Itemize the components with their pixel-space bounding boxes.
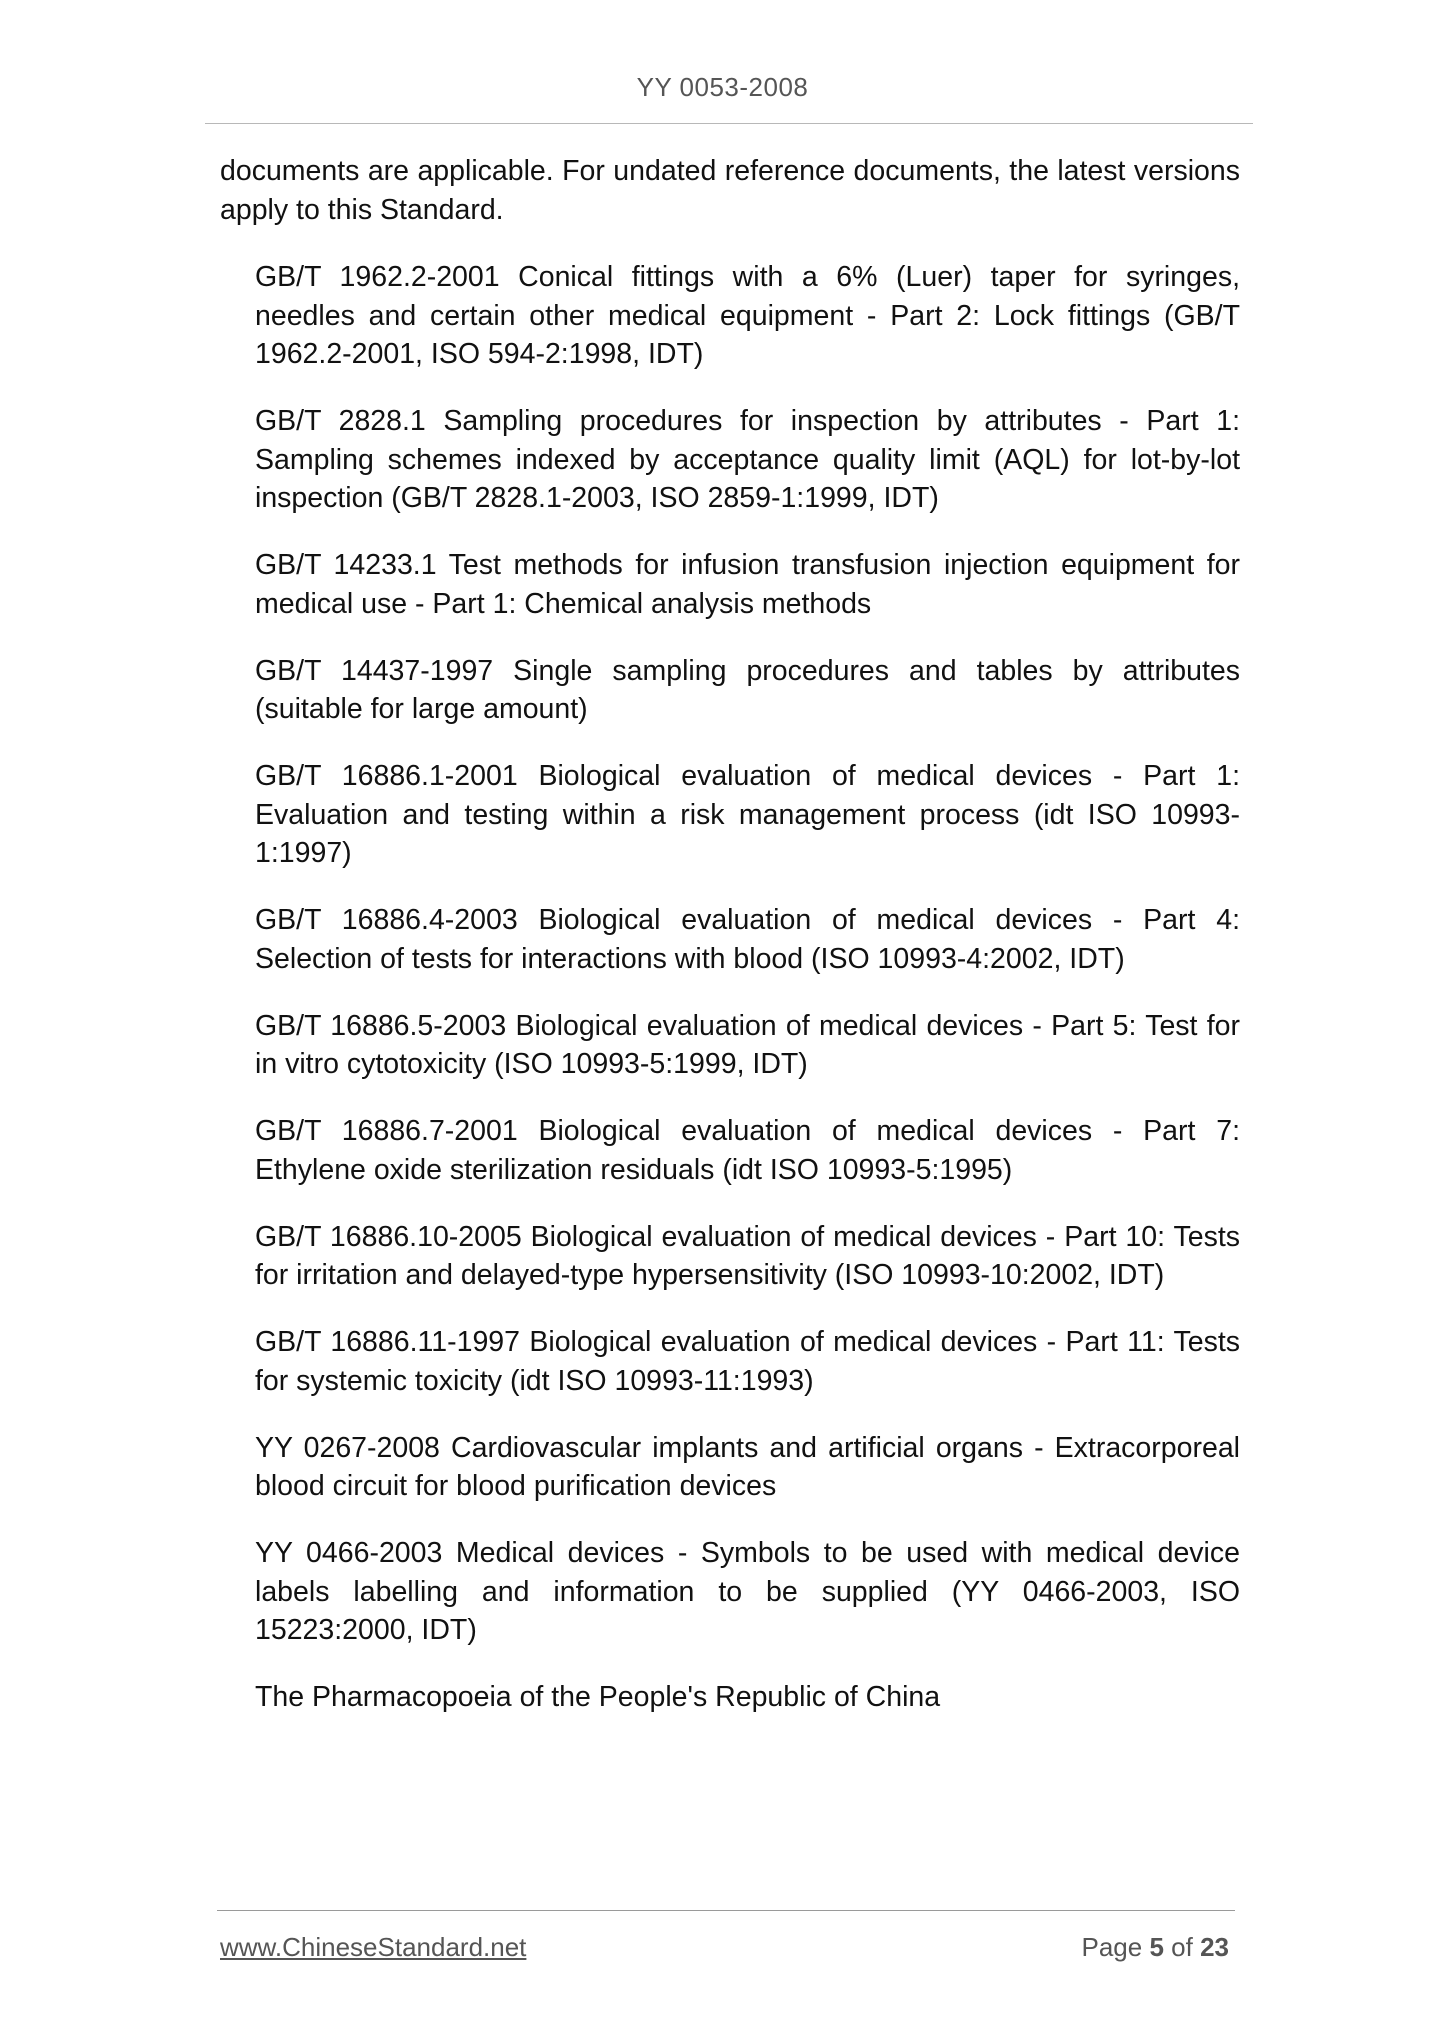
reference-item: GB/T 16886.1-2001 Biological evaluation of medical devices - Part 1: Evaluation and testing within a risk management process (idt ISO 10993-1:1997) [255, 760, 1240, 869]
reference-item: GB/T 2828.1 Sampling procedures for inspection by attributes - Part 1: Sampling schemes indexed by acceptance quality limit (AQL) for lot-by-lot inspection (GB/T 2828.1-2003, ISO 2859-1:1999, IDT) [255, 405, 1240, 514]
reference-item: GB/T 16886.5-2003 Biological evaluation of medical devices - Part 5: Test for in vitro cytotoxicity (ISO 10993-5:1999, IDT) [255, 1009, 1240, 1080]
intro-paragraph: documents are applicable. For undated reference documents, the latest versions apply to this Standard. [220, 155, 1240, 226]
page-label: Page [1081, 1932, 1143, 1962]
reference-item: The Pharmacopoeia of the People's Republic of China [255, 1681, 941, 1713]
page-of-label: of [1171, 1932, 1193, 1962]
reference-item: GB/T 16886.7-2001 Biological evaluation of medical devices - Part 7: Ethylene oxide sterilization residuals (idt ISO 10993-5:1995) [255, 1115, 1240, 1186]
header-divider [205, 123, 1253, 124]
reference-item: GB/T 1962.2-2001 Conical fittings with a 6% (Luer) taper for syringes, needles and certain other medical equipment - Part 2: Lock fittings (GB/T 1962.2-2001, ISO 594-2:1998, IDT) [255, 261, 1240, 370]
reference-item: GB/T 14437-1997 Single sampling procedures and tables by attributes (suitable for large amount) [255, 654, 1240, 725]
current-page-number: 5 [1149, 1932, 1164, 1962]
reference-item: YY 0267-2008 Cardiovascular implants and artificial organs - Extracorporeal blood circuit for blood purification devices [255, 1431, 1240, 1502]
reference-item: GB/T 16886.10-2005 Biological evaluation of medical devices - Part 10: Tests for irritation and delayed-type hypersensitivity (ISO 10993-10:2002, IDT) [255, 1220, 1240, 1291]
normative-references-list [220, 258, 1240, 1717]
footer-divider [217, 1910, 1235, 1911]
page-header-code: YY 0053-2008 [636, 72, 809, 102]
reference-item: GB/T 14233.1 Test methods for infusion transfusion injection equipment for medical use - Part 1: Chemical analysis methods [255, 549, 1240, 620]
reference-item: GB/T 16886.11-1997 Biological evaluation of medical devices - Part 11: Tests for systemic toxicity (idt ISO 10993-11:1993) [255, 1326, 1240, 1397]
website-link[interactable]: www.ChineseStandard.net [220, 1932, 527, 1962]
total-pages-number: 23 [1200, 1932, 1229, 1962]
document-body [220, 152, 1240, 1745]
reference-item: GB/T 16886.4-2003 Biological evaluation of medical devices - Part 4: Selection of tests for interactions with blood (ISO 10993-4:2002, IDT) [255, 904, 1240, 975]
reference-item: YY 0466-2003 Medical devices - Symbols to be used with medical device labels labelling and information to be supplied (YY 0466-2003, ISO 15223:2000, IDT) [255, 1537, 1240, 1646]
page-number [1081, 1932, 1229, 1963]
